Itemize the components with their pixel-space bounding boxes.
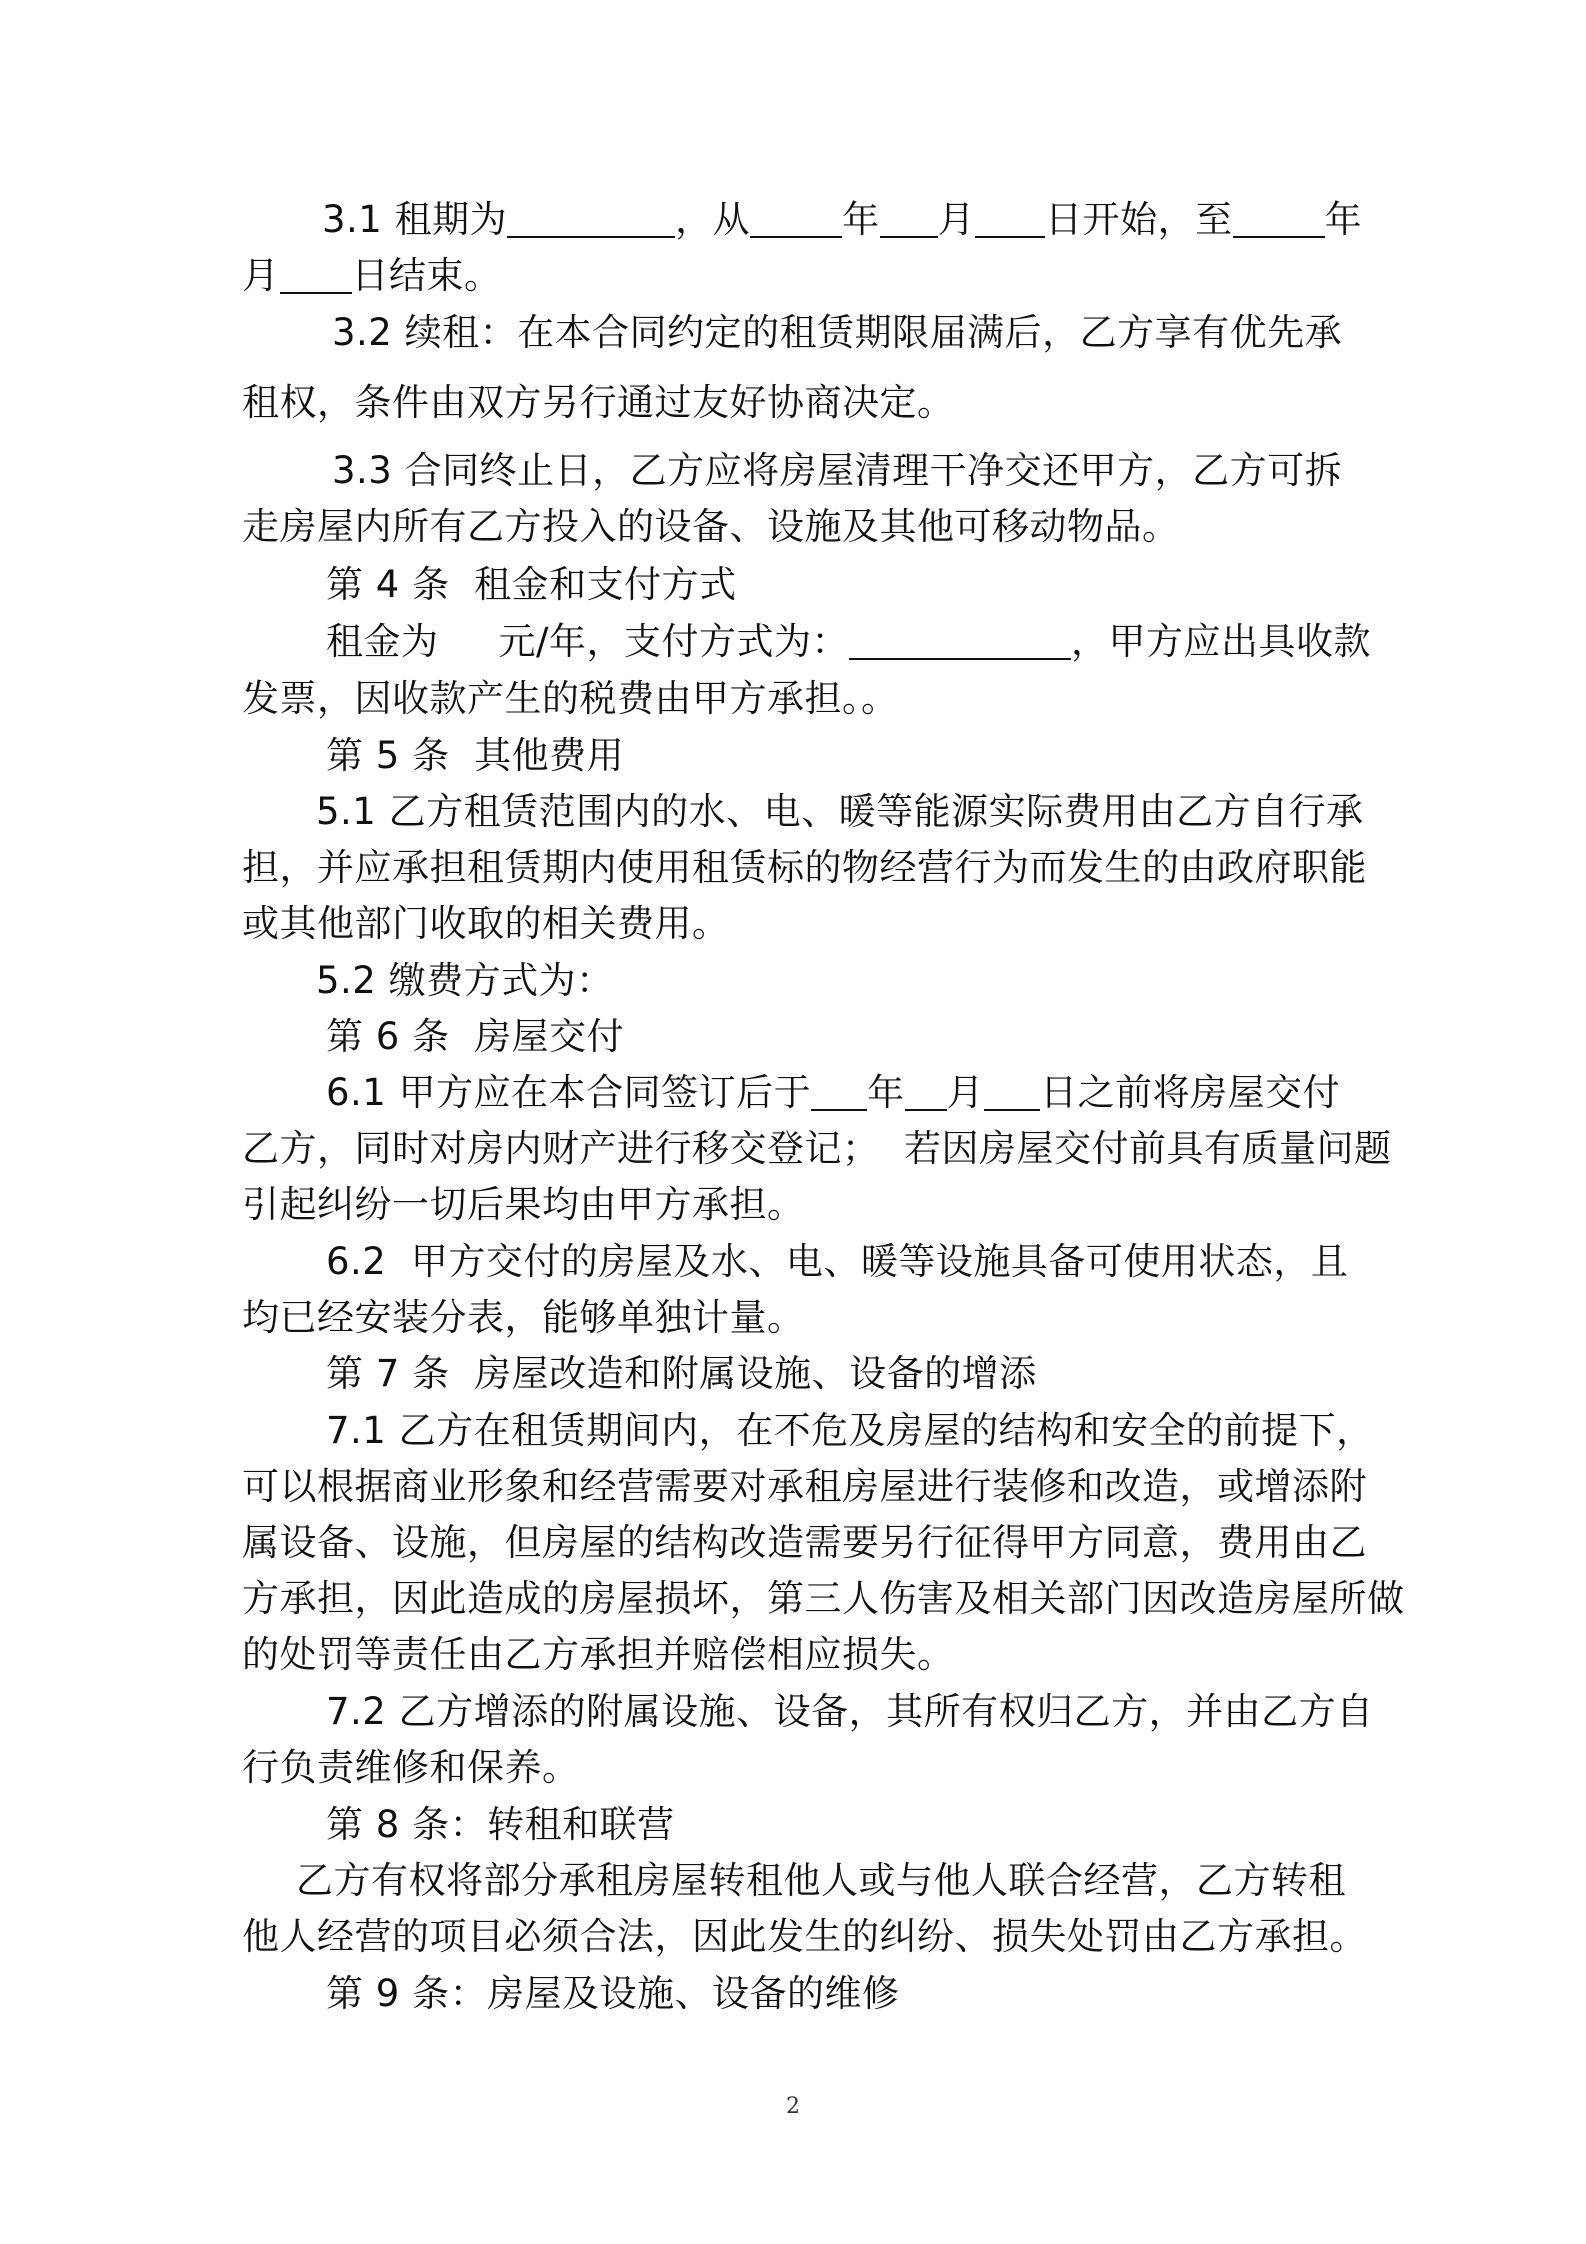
article-4-heading: 第 4 条 租金和支付方式 <box>326 563 737 606</box>
text: 6.1 甲方应在本合同签订后于 <box>326 1071 812 1114</box>
clause-3-2-line-1: 3.2 续租：在本合同约定的租赁期限届满后，乙方享有优先承 <box>332 311 1343 354</box>
text: 年 <box>1324 198 1363 241</box>
clause-5-1-line-3: 或其他部门收取的相关费用。 <box>242 902 730 945</box>
clause-6-1-line-2: 乙方，同时对房内财产进行移交登记； 若因房屋交付前具有质量问题 <box>242 1127 1392 1170</box>
clause-7-1-line-4: 方承担，因此造成的房屋损坏，第三人伤害及相关部门因改造房屋所做 <box>242 1577 1405 1620</box>
delivery-day-blank <box>984 1069 1040 1111</box>
clause-5-2: 5.2 缴费方式为： <box>316 959 614 1002</box>
text: ，甲方应出具收款 <box>1070 620 1371 663</box>
clause-7-2-line-2: 行负责维修和保养。 <box>242 1746 580 1789</box>
clause-3-1-line-2 <box>242 251 1362 301</box>
clause-7-2-line-1: 7.2 乙方增添的附属设施、设备，其所有权归乙方，并由乙方自 <box>326 1690 1374 1733</box>
start-month-blank <box>880 196 938 238</box>
text: 日结束。 <box>351 254 502 297</box>
clause-7-1-line-5: 的处罚等责任由乙方承担并赔偿相应损失。 <box>242 1633 955 1676</box>
payment-method-blank <box>849 618 1071 660</box>
clause-3-3-line-1: 3.3 合同终止日，乙方应将房屋清理干净交还甲方，乙方可拆 <box>332 449 1343 492</box>
end-year-blank <box>1233 196 1325 238</box>
text: 月 <box>242 254 280 297</box>
clause-3-3-line-2: 走房屋内所有乙方投入的设备、设施及其他可移动物品。 <box>242 505 1180 548</box>
lease-term-blank <box>507 196 675 238</box>
clause-4-line-1 <box>326 617 1446 667</box>
clause-6-2-line-2: 均已经安装分表，能够单独计量。 <box>242 1296 805 1339</box>
clause-5-1-line-1: 5.1 乙方租赁范围内的水、电、暖等能源实际费用由乙方自行承 <box>316 790 1364 833</box>
clause-3-1-line-1 <box>322 195 1442 245</box>
article-8-heading: 第 8 条：转租和联营 <box>326 1803 675 1846</box>
clause-4-line-2: 发票，因收款产生的税费由甲方承担。。 <box>242 677 899 720</box>
text: 日开始，至 <box>1045 198 1233 241</box>
clause-7-1-line-3: 属设备、设施，但房屋的结构改造需要另行征得甲方同意，费用由乙 <box>242 1521 1367 1564</box>
text: ，从 <box>675 198 751 241</box>
start-year-blank <box>750 196 842 238</box>
end-day-blank <box>280 252 352 294</box>
article-5-heading: 第 5 条 其他费用 <box>326 734 625 777</box>
text: 日之前将房屋交付 <box>1040 1071 1341 1114</box>
clause-7-1-line-2: 可以根据商业形象和经营需要对承租房屋进行装修和改造，或增添附 <box>242 1465 1367 1508</box>
clause-6-1-line-3: 引起纠纷一切后果均由甲方承担。 <box>242 1183 805 1226</box>
text: 3.1 租期为 <box>322 198 508 241</box>
article-7-heading: 第 7 条 房屋改造和附属设施、设备的增添 <box>326 1352 1037 1395</box>
article-6-heading: 第 6 条 房屋交付 <box>326 1015 625 1058</box>
delivery-year-blank <box>811 1069 867 1111</box>
text: 租金为 <box>326 620 439 663</box>
text: 月 <box>937 198 976 241</box>
text: 月 <box>946 1071 985 1114</box>
clause-6-2-line-1: 6.2 甲方交付的房屋及水、电、暖等设施具备可使用状态，且 <box>326 1240 1349 1283</box>
clause-6-1-line-1 <box>326 1068 1446 1118</box>
clause-7-1-line-1: 7.1 乙方在租赁期间内，在不危及房屋的结构和安全的前提下， <box>326 1409 1374 1452</box>
text: 年 <box>867 1071 905 1114</box>
text: 年 <box>842 198 880 241</box>
page-number: 2 <box>786 2094 800 2119</box>
clause-8-line-2: 他人经营的项目必须合法，因此发生的纠纷、损失处罚由乙方承担。 <box>242 1915 1367 1958</box>
text: 元/年，支付方式为： <box>498 620 849 663</box>
start-day-blank <box>975 196 1045 238</box>
article-9-heading: 第 9 条：房屋及设施、设备的维修 <box>326 1972 900 2015</box>
delivery-month-blank <box>905 1069 947 1111</box>
clause-5-1-line-2: 担，并应承担租赁期内使用租赁标的物经营行为而发生的由政府职能 <box>242 846 1367 889</box>
clause-3-2-line-2: 租权，条件由双方另行通过友好协商决定。 <box>242 381 955 424</box>
clause-8-line-1: 乙方有权将部分承租房屋转租他人或与他人联合经营，乙方转租 <box>296 1859 1346 1902</box>
